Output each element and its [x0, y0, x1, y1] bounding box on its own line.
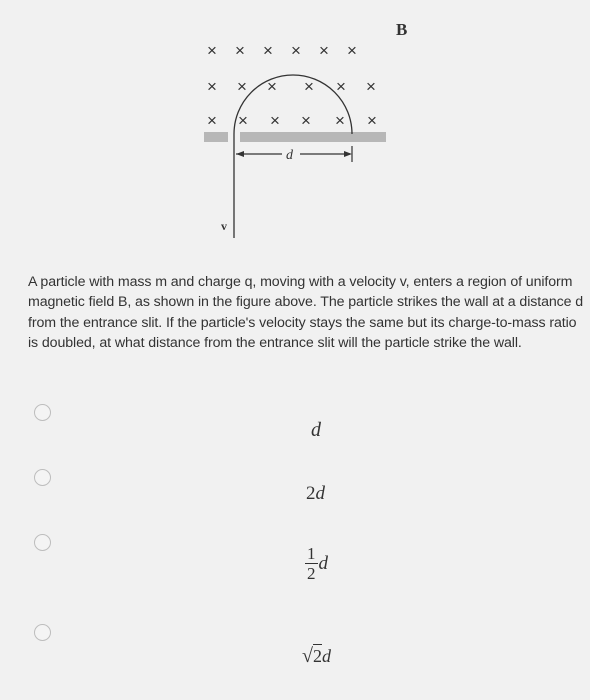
wall-left-segment	[204, 132, 228, 142]
option-b-text: 2d	[306, 483, 325, 504]
velocity-label: v	[221, 219, 227, 233]
physics-figure	[0, 0, 590, 260]
field-cross: ×	[238, 111, 248, 130]
field-cross: ×	[267, 77, 277, 96]
field-crosses-row-1	[207, 41, 357, 60]
field-cross: ×	[301, 111, 311, 130]
option-c-radio[interactable]	[34, 534, 51, 551]
option-a-radio[interactable]	[34, 404, 51, 421]
field-label: B	[396, 20, 408, 39]
field-cross: ×	[366, 77, 376, 96]
question-text: A particle with mass m and charge q, moving with a velocity v, enters a region of uniform magnetic field B, as shown in the figure above. The particle strikes the wall at a distance d from the entrance slit. If the particle's velocity stays the same but its charge-to-mass ratio is doubled, at what distance from the entrance slit will the particle strike the wall.	[28, 274, 584, 351]
option-a-label[interactable]: d	[311, 419, 321, 441]
option-b-label[interactable]	[306, 483, 325, 505]
distance-arrowhead-right	[344, 151, 352, 157]
fraction-denominator: 2	[307, 564, 316, 583]
distance-label: d	[286, 148, 293, 163]
radicand: 2	[312, 646, 322, 666]
field-cross: ×	[347, 41, 357, 60]
field-cross: ×	[237, 77, 247, 96]
fraction-variable: d	[318, 552, 328, 574]
field-cross: ×	[207, 111, 217, 130]
field-cross: ×	[207, 41, 217, 60]
option-c-label[interactable]	[305, 545, 328, 582]
field-cross: ×	[291, 41, 301, 60]
field-cross: ×	[335, 111, 345, 130]
radical-variable: d	[321, 646, 331, 666]
fraction-numerator: 1	[307, 544, 316, 563]
field-cross: ×	[235, 41, 245, 60]
radical-sign: √	[302, 645, 313, 667]
field-cross: ×	[367, 111, 377, 130]
field-crosses-row-2	[207, 77, 376, 96]
field-cross: ×	[304, 77, 314, 96]
option-b-radio[interactable]	[34, 469, 51, 486]
distance-arrowhead-left	[236, 151, 244, 157]
field-cross: ×	[319, 41, 329, 60]
field-cross: ×	[263, 41, 273, 60]
field-cross: ×	[207, 77, 217, 96]
wall-right-segment	[240, 132, 386, 142]
magnetic-field-diagram	[0, 0, 590, 260]
option-d-radio[interactable]	[34, 624, 51, 641]
field-cross: ×	[270, 111, 280, 130]
particle-trajectory	[234, 75, 352, 238]
fraction-one-half	[305, 545, 318, 582]
option-d-label[interactable]	[302, 645, 331, 668]
field-cross: ×	[336, 77, 346, 96]
